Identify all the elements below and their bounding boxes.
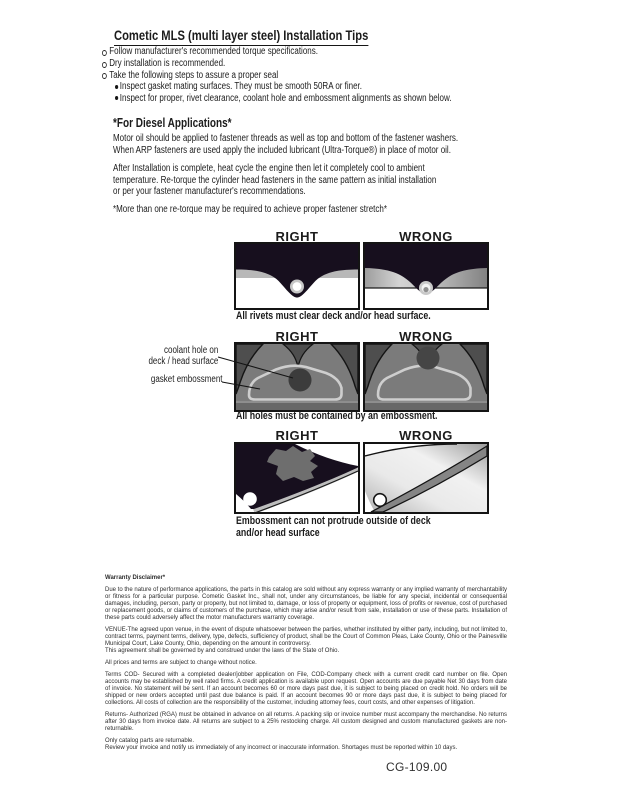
embossment-caption-line2: and/or head surface: [236, 526, 320, 539]
rivet-caption: All rivets must clear deck and/or head surface.: [236, 309, 431, 322]
disclaimer-heading: Warranty Disclaimer*: [105, 575, 166, 581]
disclaimer-paragraph: All prices and terms are subject to change without notice.: [105, 660, 257, 666]
tip-bullet: [102, 70, 278, 82]
diagram-rivet-clearance-wrong-image: [363, 242, 489, 310]
diesel-paragraph-line: temperature. Re-torque the cylinder head fasteners in the same pattern as initial installation: [113, 174, 437, 186]
wrong-label: WRONG: [399, 328, 453, 344]
disclaimer-paragraph: Terms COD- Secured with a completed dealer/jobber application on File, COD-Company check with a current credit card number on file. Open accounts may be established by well rated firms. A credit application is available upon request. Open accounts are due payable Net 30 days from date of invoice. No statement will be sent. If an account becomes 60 or more days past due, it is subject to being placed on credit hold. No orders will be shipped or new orders accepted until past due balance is paid. If an account becomes 90 or more days past due, it is subject to being placed for collections. All costs of collection are the responsibility of the customer, including attorney fees, court costs, and other expenses of litigation.: [105, 672, 507, 706]
tip-bullet-text: Follow manufacturer's recommended torque specifications.: [109, 46, 318, 57]
diagram-rivet-clearance-right-image: [234, 242, 360, 310]
disclaimer-paragraph: VENUE-The agreed upon venue, in the event of dispute whatsoever between the parties, whether instituted by either party, including, but not limited to, contract terms, payment terms, delivery, type, defects, sufficiency of product, shall be the Court of Common Pleas, Lake County, Ohio or the Painesville Municipal Court, Lake County, Ohio, depending on the amount in controversy.: [105, 627, 507, 647]
right-label: RIGHT: [275, 229, 319, 244]
tip-bullet: [102, 46, 318, 58]
tip-sub-bullet-text: Inspect for proper, rivet clearance, coolant hole and embossment alignments as shown below.: [119, 92, 452, 104]
embossment-annotation: gasket embossment: [150, 374, 222, 385]
tip-sub-bullet: [115, 93, 452, 105]
diesel-paragraph-line: When ARP fasteners are used apply the included lubricant (Ultra-Torque®) in place of motor oil.: [113, 144, 451, 156]
open-bullet-icon: [102, 73, 107, 79]
wrong-label: WRONG: [399, 229, 453, 244]
diagram-embossment-right-image: [234, 442, 360, 514]
diagram-embossment-wrong-image: [363, 442, 489, 514]
disclaimer-paragraph: Returns- Authorized (RGA) must be obtained in advance on all returns. A packing slip or invoice number must accompany the merchandise. No returns after 30 days from invoice date. All returns are subject to a 25% restocking charge. All custom designed and custom manufactured gaskets are non-returnable.: [105, 712, 507, 732]
tip-sub-bullet-text: Inspect gasket mating surfaces. They must be smooth 50RA or finer.: [119, 81, 362, 92]
wrong-label: WRONG: [399, 427, 453, 443]
solid-bullet-icon: [115, 96, 118, 100]
coolant-caption: All holes must be contained by an embossment.: [236, 409, 438, 422]
tip-bullet-text: Dry installation is recommended.: [109, 58, 226, 69]
right-label: RIGHT: [275, 427, 319, 443]
bolt-hole-icon: [243, 492, 257, 506]
tip-sub-bullet: [115, 81, 362, 93]
page-title: Cometic MLS (multi layer steel) Installation Tips: [114, 27, 368, 46]
diesel-paragraph-line: After Installation is complete, heat cycle the engine then let it completely cool to ambient: [113, 163, 425, 174]
embossment-caption-line1: Embossment can not protrude outside of deck: [236, 514, 431, 527]
disclaimer-paragraph: Only catalog parts are returnable.: [105, 738, 195, 744]
disclaimer-paragraph: Review your invoice and notify us immediately of any incorrect or inaccurate information. Shortages must be reported within 10 days.: [105, 745, 458, 751]
coolant-hole-icon: [416, 346, 439, 369]
bolt-hole-icon: [373, 493, 386, 506]
coolant-hole-annotation: coolant hole on deck / head surface: [148, 344, 218, 367]
warranty-disclaimer: [105, 575, 507, 757]
open-bullet-icon: [102, 62, 107, 68]
disclaimer-paragraph: Due to the nature of performance applications, the parts in this catalog are sold without any express warranty or any implied warranty of merchantability or fitness for a particular purpose. Cometic Gasket Inc., shall not, under any circumstances, be liable for any special, incidental or consequential damages, including, person, party or property, but not limited to, damage, or loss of property or equipment, loss of profits or revenue, cost of purchased or replacement goods, or claims of customers of the purchase, which may arise and/or result from sale, installation or use of these parts. Installation of these parts could adversely affect the motor manufacturers warranty coverage.: [105, 587, 507, 621]
disclaimer-paragraph: This agreement shall be governed by and construed under the laws of the State of Ohio.: [105, 648, 340, 654]
page-number: CG-109.00: [386, 760, 448, 774]
diesel-heading: *For Diesel Applications*: [113, 116, 232, 130]
diagram-coolant-hole-wrong-image: [363, 342, 489, 412]
solid-bullet-icon: [115, 85, 118, 89]
diesel-note: *More than one re-torque may be required to achieve proper fastener stretch*: [113, 203, 387, 215]
right-label: RIGHT: [275, 328, 319, 344]
leader-lines: [200, 340, 310, 400]
open-bullet-icon: [102, 50, 107, 56]
diesel-paragraph-line: or per your fastener manufacturer's recommendations.: [113, 186, 306, 197]
tip-bullet-text: Take the following steps to assure a proper seal: [109, 69, 279, 81]
tip-bullet: [102, 58, 225, 70]
diesel-paragraph-line: Motor oil should be applied to fastener threads as well as top and bottom of the fastener washers.: [113, 133, 459, 144]
